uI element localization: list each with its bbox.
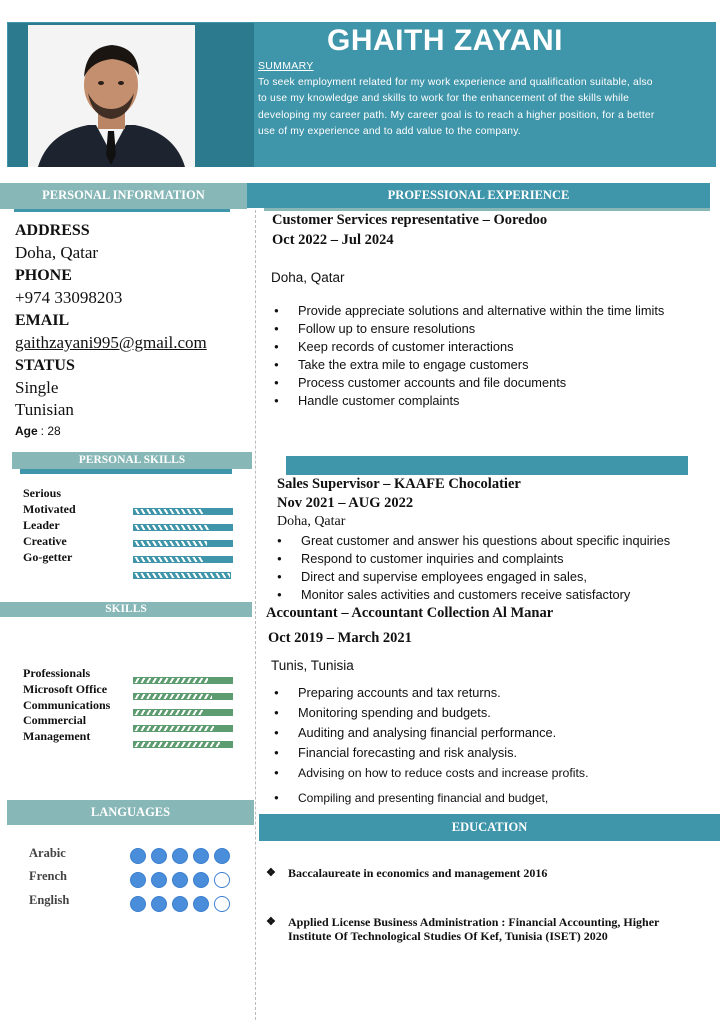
section-underline	[20, 469, 232, 474]
skill-commercial: Commercial	[23, 713, 87, 727]
language-english: English	[29, 893, 70, 907]
section-underline	[14, 209, 230, 212]
list-item: ● Keep records of customer interactions	[270, 338, 710, 356]
personal-information-header: PERSONAL INFORMATION	[0, 183, 247, 209]
level-dot-filled	[193, 848, 209, 864]
list-item: ● Provide appreciate solutions and alternative within the time limits	[270, 302, 710, 320]
skill-microsoft-office: Microsoft Office	[23, 682, 108, 696]
job-title-1: Customer Services representative – Ooredoo	[272, 212, 548, 228]
job-dates-2: Nov 2021 – AUG 2022	[277, 495, 414, 511]
skill-bar	[133, 572, 231, 579]
level-dot-filled	[151, 872, 167, 888]
skill-bar-fill	[213, 693, 233, 700]
skill-bar	[133, 741, 221, 748]
job-title-3: Accountant – Accountant Collection Al Manar	[266, 605, 554, 621]
skill-bar-fill	[208, 540, 233, 547]
job-title-2: Sales Supervisor – KAAFE Chocolatier	[277, 476, 521, 492]
personal-skill-leader: Leader	[23, 518, 60, 532]
personal-skill-motivated: Motivated	[23, 502, 76, 516]
summary-text: To seek employment related for my work experience and qualification suitable, also to use my knowledge and skills to work for the enhancement of the skills while developing my career path. My career goal is to reach a higher position, for a better use of my experience and to add value to the company.	[258, 77, 655, 137]
list-item: ● Monitoring spending and budgets.	[270, 703, 710, 723]
skill-professionals: Professionals	[23, 666, 91, 680]
list-item: ● Preparing accounts and tax returns.	[270, 683, 710, 703]
skill-communications: Communications	[23, 698, 111, 712]
level-dot-filled	[130, 896, 146, 912]
language-dot-row	[130, 872, 235, 888]
age-line	[15, 424, 61, 438]
skill-bar-fill	[205, 709, 233, 716]
job-separator-bar	[286, 456, 688, 475]
level-dot-empty	[214, 872, 230, 888]
job-bullets-3	[270, 683, 710, 808]
candidate-name: GHAITH ZAYANI	[327, 24, 563, 57]
skills-header: SKILLS	[0, 602, 252, 617]
languages-header: LANGUAGES	[7, 800, 254, 825]
level-dot-filled	[172, 896, 188, 912]
personal-skill-go-getter: Go-getter	[23, 550, 73, 564]
level-dot-filled	[172, 848, 188, 864]
status-label: STATUS	[15, 357, 75, 374]
personal-skill-serious: Serious	[23, 486, 62, 500]
job-location-1: Doha, Qatar	[271, 270, 345, 285]
personal-skill-creative: Creative	[23, 534, 67, 548]
skill-bar-fill	[205, 508, 233, 515]
list-item: ● Monitor sales activities and customers receive satisfactory	[273, 586, 713, 604]
level-dot-filled	[214, 848, 230, 864]
personal-skill-bars	[133, 508, 233, 579]
job-location-3: Tunis, Tunisia	[271, 658, 354, 673]
skill-bar	[133, 709, 205, 716]
email-link[interactable]: gaithzayani995@gmail.com	[15, 333, 207, 352]
level-dot-filled	[172, 872, 188, 888]
level-dot-filled	[151, 896, 167, 912]
address-value: Doha, Qatar	[15, 243, 99, 262]
skill-bar-fill	[211, 524, 233, 531]
status-value: Single	[15, 378, 59, 397]
level-dot-filled	[130, 872, 146, 888]
skill-bar	[133, 556, 205, 563]
nationality-value: Tunisian	[15, 400, 74, 419]
list-item: ● Great customer and answer his questions about specific inquiries	[273, 532, 713, 550]
skill-management: Management	[23, 729, 91, 743]
level-dot-filled	[193, 896, 209, 912]
list-item: ● Financial forecasting and risk analysis.	[270, 743, 710, 763]
list-item: ● Take the extra mile to engage customers	[270, 356, 710, 374]
skill-bar	[133, 677, 209, 684]
list-item: ● Auditing and analysing financial performance.	[270, 723, 710, 743]
skill-bar	[133, 508, 205, 515]
skill-bar-fill	[221, 741, 233, 748]
education-item-1: ❖ Baccalaureate in economics and management 2016	[266, 866, 708, 881]
job-bullets-2	[273, 532, 713, 604]
skill-bar	[133, 524, 211, 531]
personal-skills-header: PERSONAL SKILLS	[12, 452, 252, 469]
list-item: ● Process customer accounts and file documents	[270, 374, 710, 392]
profile-photo	[28, 25, 195, 167]
professional-experience-header: PROFESSIONAL EXPERIENCE	[247, 183, 710, 208]
summary-label: SUMMARY	[258, 60, 314, 72]
list-item: ● Direct and supervise employees engaged in sales,	[273, 568, 713, 586]
skill-bar	[133, 540, 208, 547]
language-level-dots	[130, 848, 235, 920]
list-item: ● Respond to customer inquiries and complaints	[273, 550, 713, 568]
job-dates-3: Oct 2019 – March 2021	[268, 630, 412, 646]
age-label: Age	[15, 424, 38, 438]
skill-bar-fill	[205, 556, 233, 563]
address-label: ADDRESS	[15, 222, 90, 239]
job-dates-1: Oct 2022 – Jul 2024	[272, 232, 394, 248]
skill-bar-fill	[215, 725, 233, 732]
list-item: ● Follow up to ensure resolutions	[270, 320, 710, 338]
skill-bar-fill	[209, 677, 233, 684]
age-value: : 28	[40, 424, 61, 438]
job-bullets-1	[270, 302, 710, 410]
education-header: EDUCATION	[259, 814, 720, 841]
phone-value: +974 33098203	[15, 288, 123, 307]
level-dot-filled	[151, 848, 167, 864]
level-dot-empty	[214, 896, 230, 912]
language-arabic: Arabic	[29, 846, 66, 860]
list-item: ● Compiling and presenting financial and budget,	[270, 788, 710, 808]
level-dot-filled	[130, 848, 146, 864]
job-location-2: Doha, Qatar	[277, 514, 346, 529]
skill-bars	[133, 677, 233, 748]
language-dot-row	[130, 896, 235, 912]
list-item: ● Advising on how to reduce costs and increase profits.	[270, 763, 710, 783]
skill-bar	[133, 725, 215, 732]
email-label: EMAIL	[15, 312, 70, 329]
section-underline	[264, 208, 710, 211]
list-item: ● Handle customer complaints	[270, 392, 710, 410]
phone-label: PHONE	[15, 267, 72, 284]
level-dot-filled	[193, 872, 209, 888]
column-divider	[255, 210, 256, 1020]
language-dot-row	[130, 848, 235, 864]
education-item-2: ❖ Applied License Business Administration : Financial Accounting, Higher Institute Of Technological Studies Of Kef, Tunisia (ISET) 2020	[266, 915, 678, 943]
skill-bar	[133, 693, 213, 700]
language-french: French	[29, 869, 67, 883]
